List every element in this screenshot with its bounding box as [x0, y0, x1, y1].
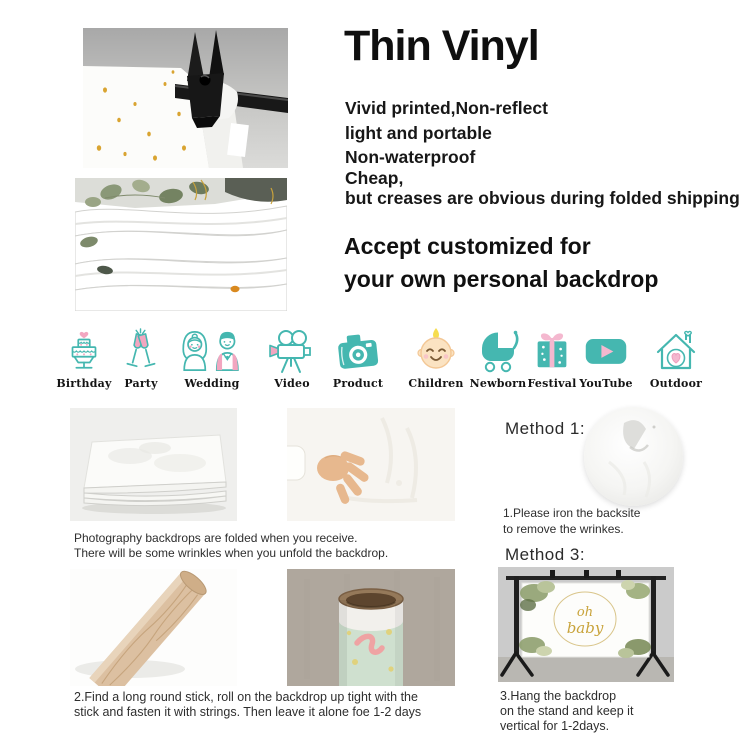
folded-stack-illustration [70, 408, 237, 521]
category-label: Festival [527, 377, 577, 390]
feature-line: Vivid printed,Non-reflect [345, 98, 548, 118]
feature-line: light and portable [345, 122, 492, 143]
method1-heading: Method 1: [505, 419, 586, 438]
method3-heading: Method 3: [505, 545, 586, 564]
house-heart-icon [646, 322, 706, 374]
category-label: Wedding [184, 377, 240, 390]
customize-note [344, 230, 658, 296]
backdrop-sample-text-line2: baby [566, 619, 604, 637]
method3-step-line: 3.Hang the backdrop [500, 689, 617, 703]
champagne-glasses-icon [115, 322, 167, 374]
feature-line: Non-waterproof [345, 147, 476, 167]
photo-backdrop-clipped-on-bar [83, 28, 288, 168]
photo-folded-stack [70, 408, 237, 521]
category-youtube [576, 322, 636, 390]
feature-line: Cheap, [345, 167, 404, 188]
birthday-cake-icon [55, 322, 113, 374]
roll-caption [74, 690, 421, 720]
method1-step-line: 1.Please iron the backsite [503, 506, 641, 520]
feature-line: but creases are obvious during folded shipping [345, 188, 740, 208]
hand-illustration [287, 408, 455, 521]
roll-caption-line: 2.Find a long round stick, roll on the backdrop up tight with the [74, 690, 418, 704]
category-label: Video [274, 377, 310, 390]
method3-step [500, 689, 633, 734]
customize-line: Accept customized for [344, 233, 591, 259]
feature-lines [345, 96, 548, 145]
category-label: Outdoor [649, 377, 703, 390]
photo-hand-smoothing [287, 408, 455, 521]
tube-illustration [287, 569, 455, 686]
baby-face-icon [408, 322, 464, 374]
clip-photo-illustration [83, 28, 288, 168]
photo-folded-printed-backdrop [75, 178, 287, 311]
method1-step-line: to remove the wrinkes. [503, 521, 624, 536]
category-outdoor [646, 322, 706, 390]
category-label: YouTube [579, 377, 633, 390]
category-birthday [55, 322, 113, 390]
feature-lines-secondary [345, 147, 740, 209]
category-label: Birthday [56, 377, 112, 390]
category-label: Party [124, 377, 158, 390]
category-newborn [469, 322, 527, 390]
category-label: Product [332, 377, 384, 390]
folded-caption [74, 531, 388, 560]
category-children [408, 322, 464, 390]
stand-illustration [498, 567, 674, 682]
customize-line: your own personal backdrop [344, 266, 659, 292]
category-video [261, 322, 323, 390]
method3-step-line: on the stand and keep it [500, 704, 634, 718]
bride-groom-icon [170, 322, 254, 374]
iron-illustration [584, 407, 683, 506]
spring-clamp [187, 30, 224, 128]
photo-wooden-stick [70, 569, 237, 686]
gift-box-icon [526, 322, 578, 374]
stick-illustration [70, 569, 237, 686]
youtube-play-icon [576, 322, 636, 374]
video-camera-icon [261, 322, 323, 374]
category-party [115, 322, 167, 390]
category-label: Children [408, 377, 464, 390]
method1-step [503, 506, 640, 537]
category-product [330, 322, 386, 390]
method3-step-line: vertical for 1-2days. [500, 719, 610, 733]
stroller-icon [469, 322, 527, 374]
folded-caption-line: There will be some wrinkles when you unfold the backdrop. [74, 545, 389, 560]
roll-caption-line: stick and fasten it with strings. Then leave it alone foe 1-2 days [74, 705, 422, 719]
category-festival [526, 322, 578, 390]
folded-caption-line: Photography backdrops are folded when you receive. [74, 531, 358, 545]
backdrop-sample-text-line1: oh [576, 605, 594, 620]
photo-rolled-tube [287, 569, 455, 686]
photo-iron-backside-circle [584, 407, 683, 506]
photo-backdrop-on-stand [498, 567, 674, 682]
category-wedding [170, 322, 254, 390]
category-label: Newborn [469, 377, 527, 390]
page-title: Thin Vinyl [344, 22, 539, 70]
photo-camera-icon [330, 322, 386, 374]
folded-print-illustration [75, 178, 287, 311]
